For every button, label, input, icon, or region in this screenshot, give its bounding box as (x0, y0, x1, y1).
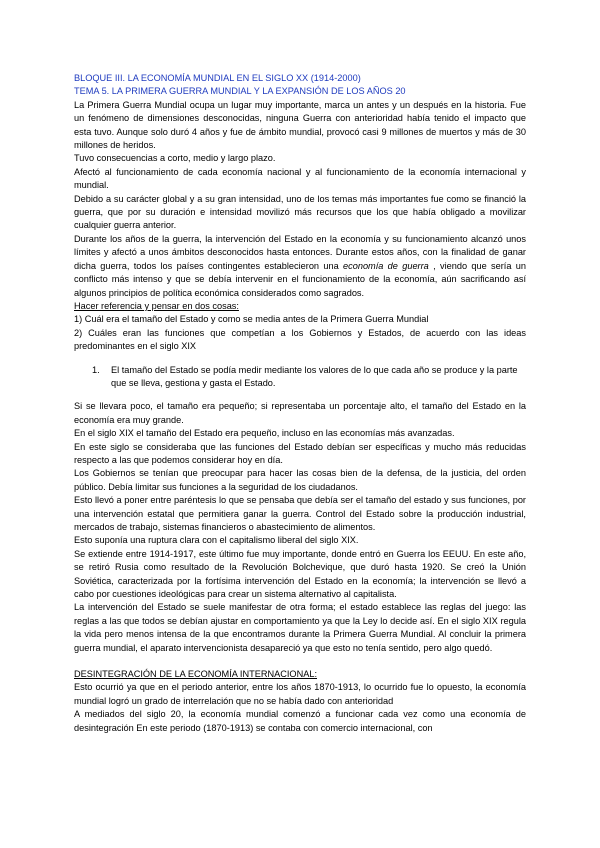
paragraph-rules: La intervención del Estado se suele manifestar de otra forma; el estado establece las reglas del juego: las reglas a las que todos se debían ajustar en comportamiento ya que la Ley lo decide así. En el siglo XIX regula la vida pero menos intensa de la que encontramos durante la Primera Guerra Mundial. Al concluir la primera guerra mundial, el aparato intervencionista desapareció ya que esto no tenía sentido, pero algo quedó. (74, 602, 526, 653)
block-title: BLOQUE III. LA ECONOMÍA MUNDIAL EN EL SIGLO XX (1914-2000) (74, 73, 361, 83)
reference-heading: Hacer referencia y pensar en dos cosas: (74, 300, 239, 311)
document-body (74, 72, 526, 735)
numbered-list-item (74, 364, 526, 391)
question-1: 1) Cuál era el tamaño del Estado y como se media antes de la Primera Guerra Mundial (74, 314, 429, 325)
paragraph-disintegration: A mediados del siglo 20, la economía mundial comenzó a funcionar cada vez como una economía de desintegración En este periodo (1870-1913) se contaba con comercio internacional, con (74, 709, 526, 733)
paragraph-functions: En este siglo se consideraba que las funciones del Estado debían ser específicas y mucho más reducidas respecto a las que podemos considerar hoy en día. (74, 441, 526, 465)
war-economy-term: economía de guerra (343, 260, 429, 271)
war-economy-text-before: Durante los años de la guerra, la intervención del Estado en la economía y su funcionamiento alcanzó unos límites y afectó a unos ámbitos desconocidos hasta entonces. Durante estos años, con la finalidad de ganar dicha guerra, todos los países contingentes establecieron una (74, 233, 526, 271)
war-economy-text-after: , viendo que sería un conflicto más intenso y que se debía intervenir en el funcionamiento de la economía, aún sacrificando así algunos principios de política económica considerados como sagrados. (74, 260, 526, 298)
paragraph-intro: La Primera Guerra Mundial ocupa un lugar muy importante, marca un antes y un después en la historia. Fue un fenómeno de dimensiones desconocidas, ninguna Guerra con anterioridad había tenido el impacto que esta tuvo. Aunque solo duró 4 años y fue de ámbito mundial, provocó casi 9 millones de muertos y más de 30 millones de heridos. (74, 99, 526, 151)
list-number: 1. (92, 364, 100, 375)
paragraph-parenthesis: Esto llevó a poner entre paréntesis lo que se pensaba que debía ser el tamaño del estado y sus funciones, por una intervención estatal que permitiera ganar la guerra. Control del Estado sobre la producción industrial, mercados de trabajo, sistemas financieros o abastecimiento de alimentos. (74, 495, 526, 532)
topic-title: TEMA 5. LA PRIMERA GUERRA MUNDIAL Y LA EXPANSIÓN DE LOS AÑOS 20 (74, 86, 406, 97)
section-heading: DESINTEGRACIÓN DE LA ECONOMÍA INTERNACIONAL: (74, 669, 318, 680)
spacer (74, 655, 526, 668)
list-item-text: El tamaño del Estado se podía medir mediante los valores de lo que cada año se produce y la parte que se lleva, gestiona y gasta el Estado. (111, 364, 518, 388)
paragraph-war-economy (74, 233, 526, 300)
paragraph-governments: Los Gobiernos se tenían que preocupar para hacer las cosas bien de la defensa, de la justicia, del orden público. Debía limitar sus funciones a la seguridad de los ciudadanos. (74, 468, 526, 492)
paragraph-size: Si se llevara poco, el tamaño era pequeño; si representaba un porcentaje alto, el tamaño del Estado en la economía era muy grande. (74, 401, 526, 425)
paragraph-rupture: Esto suponía una ruptura clara con el capitalismo liberal del siglo XIX. (74, 535, 359, 546)
paragraph-effects: Afectó al funcionamiento de cada economía nacional y al funcionamiento de la economía internacional y mundial. (74, 166, 526, 191)
paragraph-financing: Debido a su carácter global y a su gran intensidad, uno de los temas más importantes fue como se financió la guerra, que por su duración e intensidad movilizó más recursos que los que había obligado a movilizar cualquier guerra anterior. (74, 193, 526, 231)
paragraph-consequences: Tuvo consecuencias a corto, medio y largo plazo. (74, 153, 276, 164)
paragraph-previous-period: Esto ocurrió ya que en el periodo anterior, entre los años 1870-1913, lo ocurrido fue lo opuesto, la economía mundial logró un grado de interrelación que no se había dado con anterioridad (74, 682, 526, 706)
question-2: 2) Cuáles eran las funciones que competían a los Gobiernos y Estados, de acuerdo con las ideas predominantes en el siglo XIX (74, 327, 526, 352)
paragraph-xix-size: En el siglo XIX el tamaño del Estado era pequeño, incluso en las economías más avanzadas. (74, 428, 455, 439)
paragraph-1914-1917: Se extiende entre 1914-1917, este último fue muy importante, donde entró en Guerra los EEUU. En este año, se retiró Rusia como resultado de la Revolución Bolchevique, que duró hasta 1920. Se creó la Unión Soviética, caracterizada por la fortísima intervención del Estado en la economía; la intervención se llevó a cabo por cuestiones ideológicas para crear un sistema alternativo al capitalista. (74, 548, 526, 600)
